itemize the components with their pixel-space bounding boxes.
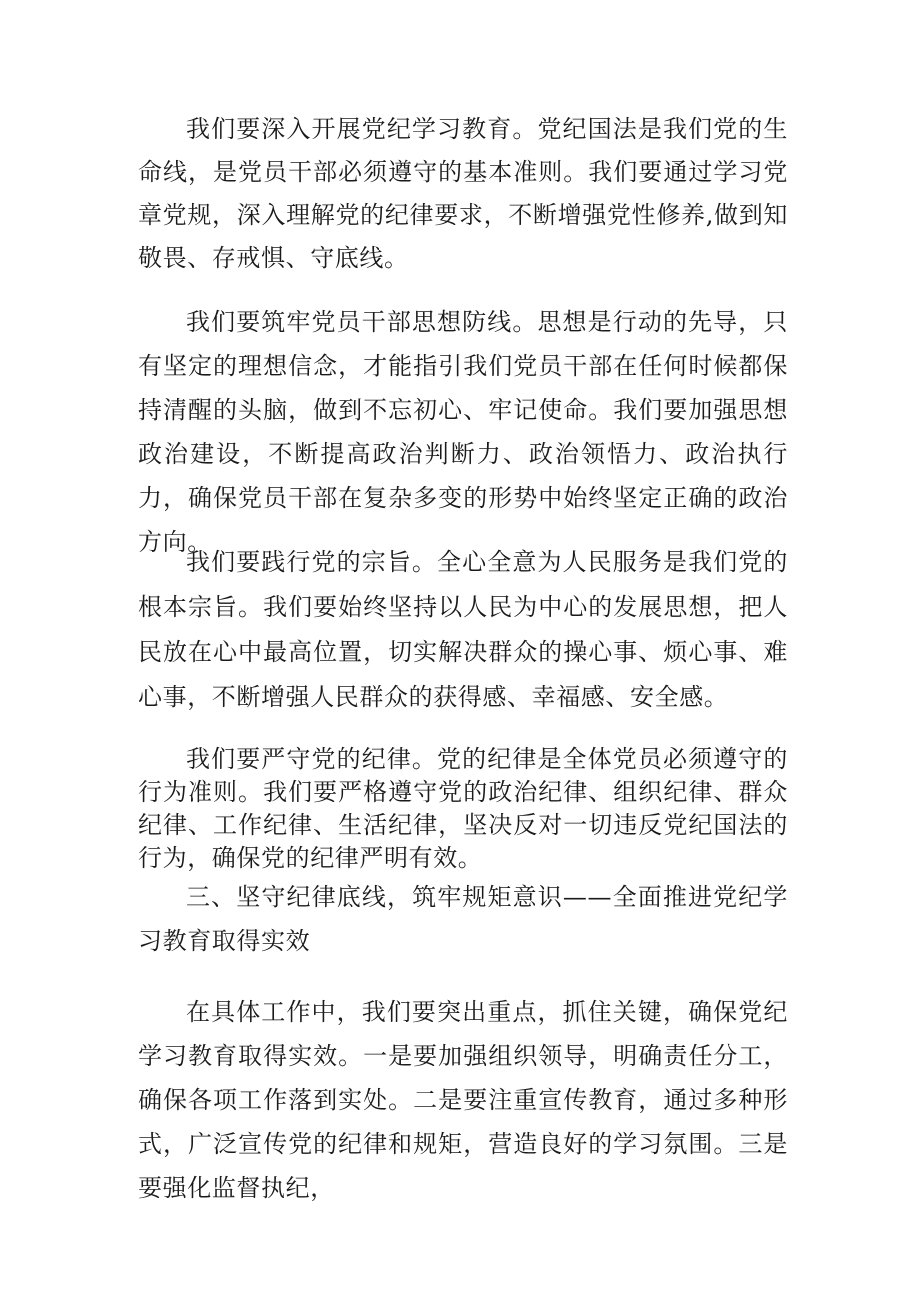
section-heading-three: 三、坚守纪律底线，筑牢规矩意识——全面推进党纪学习教育取得实效	[138, 883, 788, 955]
paragraph-specific-work: 在具体工作中，我们要突出重点，抓住关键，确保党纪学习教育取得实效。一是要加强组织领导，明确责任分工，确保各项工作落到实处。二是要注重宣传教育，通过多种形式，广泛宣传党的纪律和规矩，营造良好的学习氛围。三是要强化监督执纪，	[138, 998, 788, 1202]
paragraph-party-discipline: 我们要严守党的纪律。党的纪律是全体党员必须遵守的行为准则。我们要严格遵守党的政治纪律、组织纪律、群众纪律、工作纪律、生活纪律，坚决反对一切违反党纪国法的行为，确保党的纪律严明有效。	[138, 745, 788, 872]
paragraph-party-purpose: 我们要践行党的宗旨。全心全意为人民服务是我们党的根本宗旨。我们要始终坚持以人民为中心的发展思想，把人民放在心中最高位置，切实解决群众的操心事、烦心事、难心事，不断增强人民群众的获得感、幸福感、安全感。	[138, 548, 788, 711]
paragraph-ideological-defense: 我们要筑牢党员干部思想防线。思想是行动的先导，只有坚定的理想信念，才能指引我们党员干部在任何时候都保持清醒的头脑，做到不忘初心、牢记使命。我们要加强思想政治建设，不断提高政治判断力、政治领悟力、政治执行力，确保党员干部在复杂多变的形势中始终坚定正确的政治方向。	[138, 308, 788, 556]
paragraph-party-discipline-education: 我们要深入开展党纪学习教育。党纪国法是我们党的生命线，是党员干部必须遵守的基本准则。我们要通过学习党章党规，深入理解党的纪律要求，不断增强党性修养,做到知敬畏、存戒惧、守底线。	[138, 115, 788, 272]
